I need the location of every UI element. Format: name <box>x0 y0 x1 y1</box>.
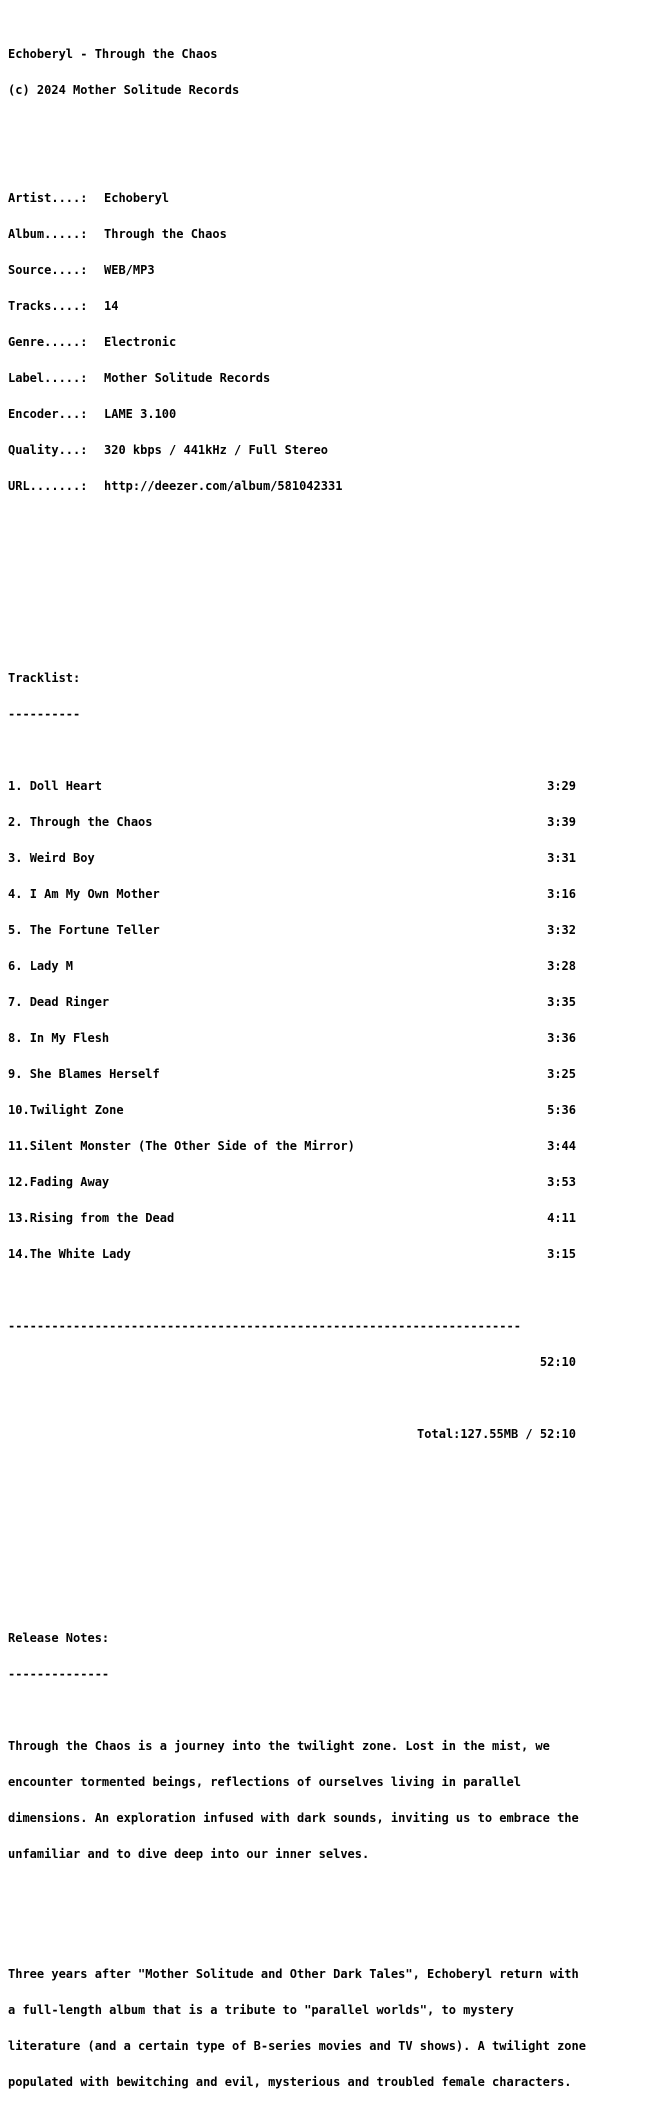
track-time: 3:53 <box>547 1175 576 1189</box>
track-number: 9. <box>8 1067 30 1081</box>
track-time: 3:35 <box>547 995 576 1009</box>
track-title: Rising from the Dead <box>29 1211 175 1225</box>
track-number: 13. <box>8 1211 30 1225</box>
track-time: 3:39 <box>547 815 576 829</box>
track-time: 3:44 <box>547 1139 576 1153</box>
notes-line: encounter tormented beings, reflections of ourselves living in parallel <box>8 1775 521 1789</box>
track-row <box>8 1104 576 1116</box>
track-number: 8. <box>8 1031 30 1045</box>
info-tracks <box>8 300 652 312</box>
info-key: Source....: <box>8 263 88 277</box>
track-title: In My Flesh <box>29 1031 110 1045</box>
notes-line: dimensions. An exploration infused with dark sounds, inviting us to embrace the <box>8 1811 579 1825</box>
spacer <box>8 588 652 600</box>
track-number: 10. <box>8 1103 30 1117</box>
info-url-value: http://deezer.com/album/581042331 <box>104 479 343 493</box>
track-row <box>8 924 576 936</box>
track-time: 5:36 <box>547 1103 576 1117</box>
tracklist-heading: Tracklist: <box>8 671 81 685</box>
track-title: I Am My Own Mother <box>29 887 160 901</box>
track-title: Doll Heart <box>29 779 102 793</box>
info-artist <box>8 192 652 204</box>
track-title: She Blames Herself <box>29 1067 160 1081</box>
info-source <box>8 264 652 276</box>
info-value: Electronic <box>104 335 177 349</box>
info-key: Tracks....: <box>8 299 88 313</box>
track-time: 3:29 <box>547 779 576 793</box>
spacer <box>8 1908 652 1920</box>
info-genre <box>8 336 652 348</box>
spacer <box>8 1548 652 1560</box>
track-number: 12. <box>8 1175 30 1189</box>
track-number: 6. <box>8 959 30 973</box>
spacer <box>8 552 652 564</box>
spacer <box>8 1584 652 1596</box>
track-number: 14. <box>8 1247 30 1261</box>
tracklist-underline: ---------- <box>8 707 81 721</box>
track-title: Dead Ringer <box>29 995 110 1009</box>
notes-line: Three years after "Mother Solitude and Other Dark Tales", Echoberyl return with <box>8 1967 579 1981</box>
track-title: Twilight Zone <box>29 1103 124 1117</box>
track-title: Silent Monster (The Other Side of the Mirror) <box>29 1139 355 1153</box>
info-album <box>8 228 652 240</box>
divider-rule: ----------------------------------------------------------------------- <box>8 1319 521 1333</box>
info-encoder <box>8 408 652 420</box>
track-time: 3:31 <box>547 851 576 865</box>
info-url <box>8 480 652 492</box>
track-number: 5. <box>8 923 30 937</box>
spacer <box>8 1476 652 1488</box>
total-duration: 52:10 <box>539 1355 576 1369</box>
track-row <box>8 996 576 1008</box>
info-key: Album.....: <box>8 227 88 241</box>
info-key: Artist....: <box>8 191 88 205</box>
track-row <box>8 1176 576 1188</box>
track-time: 3:16 <box>547 887 576 901</box>
total-size-duration: Total:127.55MB / 52:10 <box>417 1427 576 1441</box>
info-key: Label.....: <box>8 371 88 385</box>
notes-line: Through the Chaos is a journey into the twilight zone. Lost in the mist, we <box>8 1739 550 1753</box>
spacer <box>8 624 652 636</box>
track-row <box>8 780 576 792</box>
notes-line: unfamiliar and to dive deep into our inner selves. <box>8 1847 370 1861</box>
track-list <box>8 756 652 1284</box>
track-row <box>8 1032 576 1044</box>
track-row <box>8 1248 576 1260</box>
nfo-document <box>8 24 652 2124</box>
info-block <box>8 168 652 516</box>
track-row <box>8 1140 576 1152</box>
notes-line: literature (and a certain type of B-series movies and TV shows). A twilight zone <box>8 2039 586 2053</box>
track-row <box>8 852 576 864</box>
release-notes-underline: -------------- <box>8 1667 110 1681</box>
info-key: Encoder...: <box>8 407 88 421</box>
release-notes-paragraph-1 <box>8 1716 652 1884</box>
info-value: 320 kbps / 441kHz / Full Stereo <box>104 443 328 457</box>
info-key: URL.......: <box>8 479 88 493</box>
spacer <box>8 1392 652 1404</box>
info-key: Genre.....: <box>8 335 88 349</box>
info-value: WEB/MP3 <box>104 263 155 277</box>
track-row <box>8 1068 576 1080</box>
info-key: Quality...: <box>8 443 88 457</box>
release-title: Echoberyl - Through the Chaos <box>8 47 218 61</box>
track-row <box>8 816 576 828</box>
track-title: Weird Boy <box>29 851 95 865</box>
info-value: 14 <box>104 299 119 313</box>
track-time: 3:36 <box>547 1031 576 1045</box>
notes-line: populated with bewitching and evil, mysterious and troubled female characters. <box>8 2075 572 2089</box>
info-value: Echoberyl <box>104 191 170 205</box>
copyright-line: (c) 2024 Mother Solitude Records <box>8 83 240 97</box>
track-number: 2. <box>8 815 30 829</box>
spacer <box>8 1512 652 1524</box>
track-title: Lady M <box>29 959 74 973</box>
track-title: Fading Away <box>29 1175 110 1189</box>
release-notes-heading: Release Notes: <box>8 1631 110 1645</box>
info-label <box>8 372 652 384</box>
track-row <box>8 1212 576 1224</box>
track-time: 3:15 <box>547 1247 576 1261</box>
track-time: 4:11 <box>547 1211 576 1225</box>
track-time: 3:25 <box>547 1067 576 1081</box>
track-number: 11. <box>8 1139 30 1153</box>
track-title: The Fortune Teller <box>29 923 160 937</box>
track-number: 1. <box>8 779 30 793</box>
info-value: Mother Solitude Records <box>104 371 271 385</box>
track-number: 7. <box>8 995 30 1009</box>
track-number: 3. <box>8 851 30 865</box>
track-title: The White Lady <box>29 1247 131 1261</box>
info-value: LAME 3.100 <box>104 407 177 421</box>
track-row <box>8 960 576 972</box>
track-time: 3:32 <box>547 923 576 937</box>
spacer <box>8 120 652 132</box>
info-quality <box>8 444 652 456</box>
track-number: 4. <box>8 887 30 901</box>
release-notes-paragraph-2 <box>8 1944 652 2112</box>
notes-line: a full-length album that is a tribute to "parallel worlds", to mystery <box>8 2003 514 2017</box>
track-title: Through the Chaos <box>29 815 153 829</box>
track-row <box>8 888 576 900</box>
track-time: 3:28 <box>547 959 576 973</box>
info-value: Through the Chaos <box>104 227 227 241</box>
